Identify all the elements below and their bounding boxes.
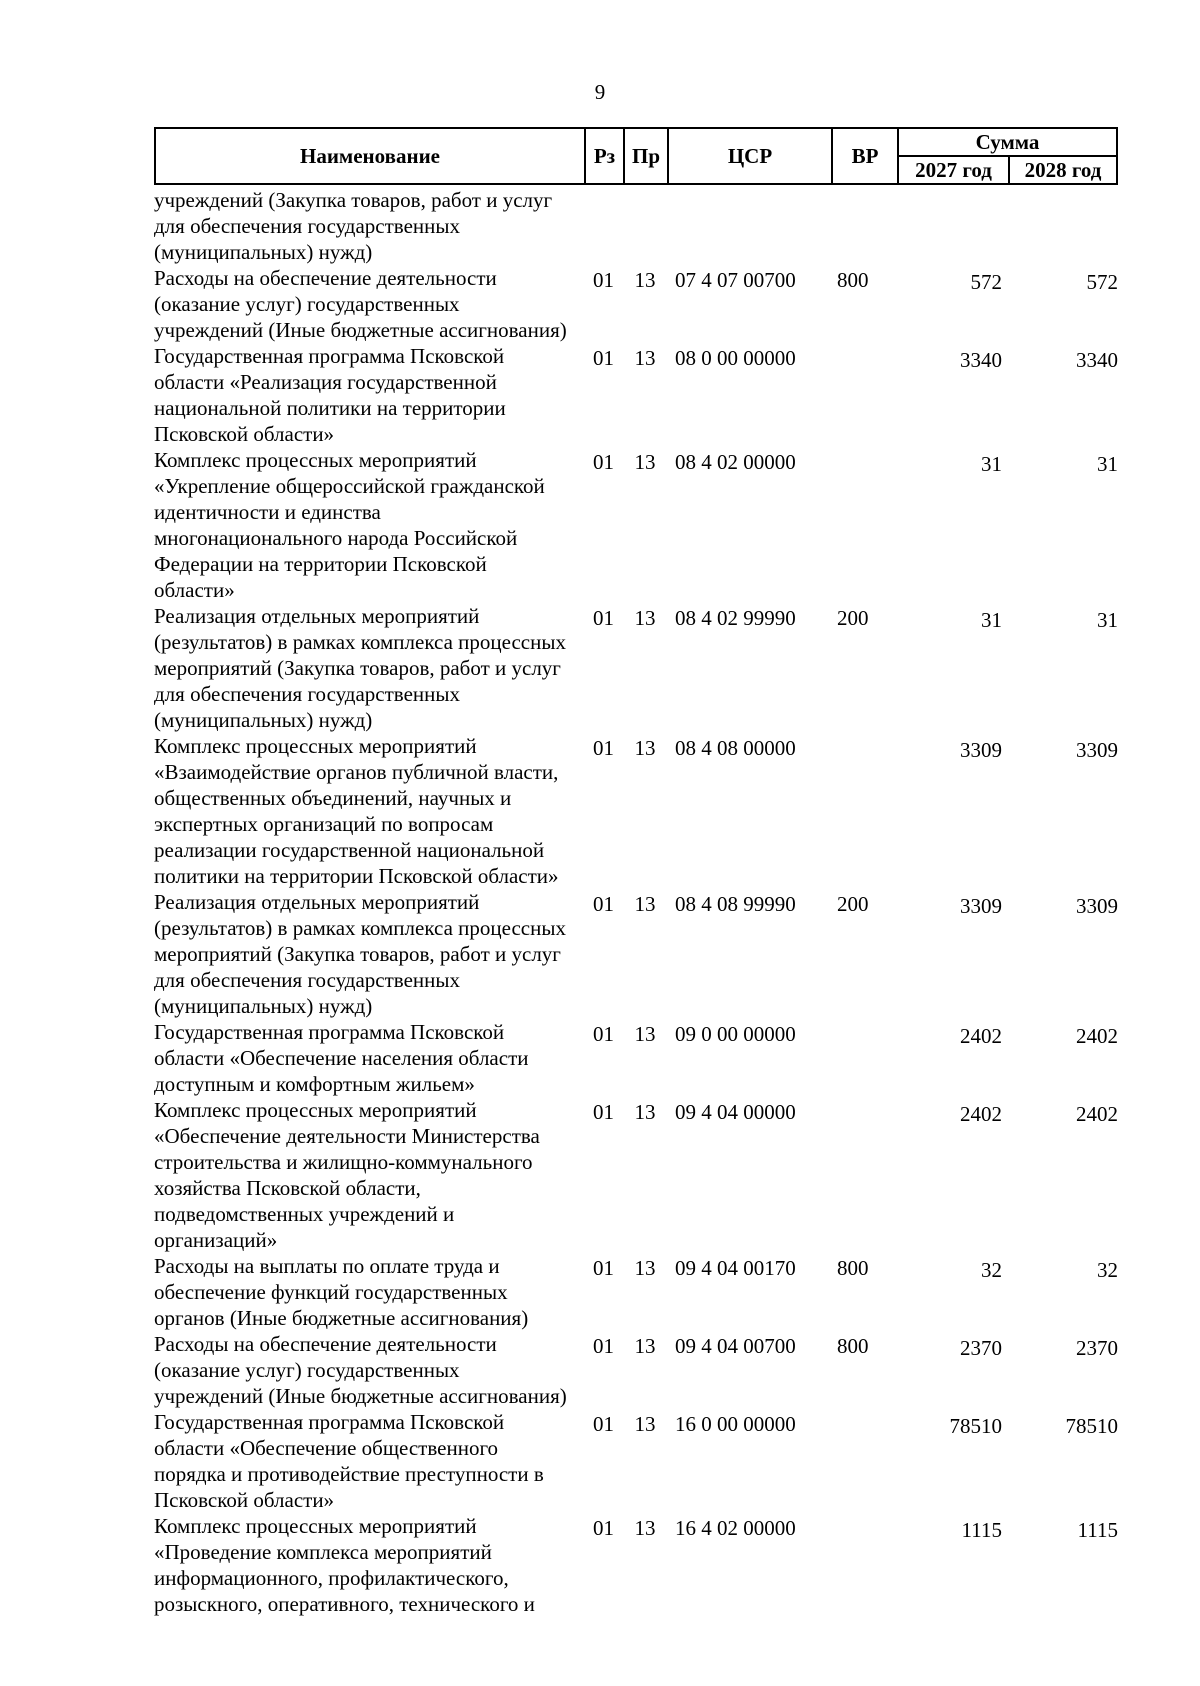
row-sum-2028-cell: 32 (1097, 1258, 1118, 1282)
row-csr-cell: 09 0 00 00000 (675, 1022, 796, 1046)
table-row (154, 1513, 1118, 1617)
table-row (154, 1019, 1118, 1097)
row-vr-cell (831, 447, 897, 603)
row-sum-2028-cell: 78510 (1065, 1414, 1118, 1438)
header-year-2027: 2027 год (899, 157, 1010, 183)
row-sum-2027-cell: 2402 (960, 1024, 1002, 1048)
header-vr: ВР (833, 129, 899, 183)
row-sum-2027-cell: 2402 (960, 1102, 1002, 1126)
header-csr: ЦСР (669, 129, 833, 183)
row-pr-cell: 13 (634, 606, 656, 630)
row-sum-2028-cell (1008, 187, 1118, 265)
row-rz-cell: 01 (593, 1412, 614, 1436)
row-sum-2028-cell: 572 (1086, 270, 1118, 294)
header-sum: Сумма (899, 129, 1116, 157)
row-sum-2027-cell (897, 187, 1008, 265)
row-sum-2028-cell: 3340 (1076, 348, 1118, 372)
row-csr-cell: 09 4 04 00170 (675, 1256, 796, 1280)
row-sum-2028-cell: 2370 (1076, 1336, 1118, 1360)
row-name-cell: Комплекс процессных мероприятий «Укрепление общероссийской гражданской идентичности и единства многонационального народа Российской Федерации на территории Псковской области» (154, 448, 545, 602)
table-row (154, 343, 1118, 447)
table-row (154, 603, 1118, 733)
row-vr-cell (831, 187, 897, 265)
table-row (154, 187, 1118, 265)
row-sum-2027-cell: 31 (981, 608, 1002, 632)
row-rz-cell: 01 (593, 346, 614, 370)
row-vr-cell: 800 (837, 268, 869, 292)
row-sum-2027-cell: 32 (981, 1258, 1002, 1282)
table-row (154, 447, 1118, 603)
table-header (154, 127, 1118, 185)
table-row (154, 1409, 1118, 1513)
row-vr-cell: 200 (837, 606, 869, 630)
row-name-cell: Комплекс процессных мероприятий «Взаимодействие органов публичной власти, общественных объединений, научных и экспертных организаций по вопросам реализации государственной национальной политики на территории Псковской области» (154, 734, 559, 888)
header-name: Наименование (156, 129, 586, 183)
row-sum-2027-cell: 572 (970, 270, 1002, 294)
row-csr-cell: 16 4 02 00000 (675, 1516, 796, 1540)
row-pr-cell: 13 (634, 346, 656, 370)
header-rz: Рз (586, 129, 625, 183)
row-name-cell: Государственная программа Псковской области «Обеспечение населения области доступным и комфортным жильем» (154, 1020, 529, 1096)
header-year-2028: 2028 год (1024, 157, 1102, 182)
row-vr-cell (831, 733, 897, 889)
table-row (154, 1253, 1118, 1331)
row-pr-cell: 13 (634, 1256, 656, 1280)
row-sum-2028-cell: 2402 (1076, 1102, 1118, 1126)
row-sum-2027-cell: 3309 (960, 738, 1002, 762)
row-sum-2028-cell: 31 (1097, 452, 1118, 476)
row-sum-2028-cell: 3309 (1076, 894, 1118, 918)
row-sum-2027-cell: 2370 (960, 1336, 1002, 1360)
row-pr-cell: 13 (634, 1516, 656, 1540)
row-pr-cell: 13 (634, 450, 656, 474)
row-rz-cell: 01 (593, 1256, 614, 1280)
row-sum-2027-cell: 78510 (949, 1414, 1002, 1438)
row-name-cell: учреждений (Закупка товаров, работ и услуг для обеспечения государственных (муниципальных) нужд) (154, 188, 553, 264)
row-vr-cell (831, 1513, 897, 1617)
budget-table (154, 127, 1118, 1617)
table-row (154, 733, 1118, 889)
row-pr-cell: 13 (634, 1022, 656, 1046)
table-row (154, 889, 1118, 1019)
row-rz-cell: 01 (593, 892, 614, 916)
row-rz-cell: 01 (593, 606, 614, 630)
header-sum-group (899, 129, 1116, 183)
row-csr-cell: 09 4 04 00700 (675, 1334, 796, 1358)
row-rz-cell (584, 187, 623, 265)
row-rz-cell: 01 (593, 1334, 614, 1358)
row-vr-cell (831, 1409, 897, 1513)
row-name-cell: Расходы на обеспечение деятельности (оказание услуг) государственных учреждений (Иные бюджетные ассигнования) (154, 1332, 567, 1408)
row-name-cell: Комплекс процессных мероприятий «Обеспечение деятельности Министерства строительства и жилищно-коммунального хозяйства Псковской области, подведомственных учреждений и организаций» (154, 1098, 540, 1252)
row-csr-cell: 08 4 08 00000 (675, 736, 796, 760)
row-vr-cell: 200 (837, 892, 869, 916)
row-rz-cell: 01 (593, 1100, 614, 1124)
row-csr-cell: 08 4 08 99990 (675, 892, 796, 916)
row-name-cell: Реализация отдельных мероприятий (результатов) в рамках комплекса процессных мероприятий (Закупка товаров, работ и услуг для обеспечения государственных (муниципальных) нужд) (154, 890, 566, 1018)
table-row (154, 1331, 1118, 1409)
row-sum-2028-cell: 31 (1097, 608, 1118, 632)
row-name-cell: Государственная программа Псковской области «Реализация государственной национальной политики на территории Псковской области» (154, 344, 506, 446)
row-name-cell: Комплекс процессных мероприятий «Проведение комплекса мероприятий информационного, профилактического, розыскного, оперативного, технического и (154, 1514, 535, 1616)
header-pr: Пр (625, 129, 669, 183)
row-pr-cell: 13 (634, 1334, 656, 1358)
row-pr-cell: 13 (634, 268, 656, 292)
row-rz-cell: 01 (593, 268, 614, 292)
row-csr-cell: 09 4 04 00000 (675, 1100, 796, 1124)
row-name-cell: Реализация отдельных мероприятий (результатов) в рамках комплекса процессных мероприятий (Закупка товаров, работ и услуг для обеспечения государственных (муниципальных) нужд) (154, 604, 566, 732)
row-csr-cell: 07 4 07 00700 (675, 268, 796, 292)
row-csr-cell: 16 0 00 00000 (675, 1412, 796, 1436)
row-name-cell: Расходы на выплаты по оплате труда и обеспечение функций государственных органов (Иные бюджетные ассигнования) (154, 1254, 529, 1330)
table-row (154, 1097, 1118, 1253)
row-vr-cell: 800 (837, 1334, 869, 1358)
row-csr-cell: 08 4 02 00000 (675, 450, 796, 474)
row-sum-2027-cell: 1115 (961, 1518, 1002, 1542)
row-rz-cell: 01 (593, 450, 614, 474)
row-name-cell: Государственная программа Псковской области «Обеспечение общественного порядка и противодействие преступности в Псковской области» (154, 1410, 544, 1512)
row-pr-cell: 13 (634, 1100, 656, 1124)
row-pr-cell (623, 187, 667, 265)
row-sum-2027-cell: 31 (981, 452, 1002, 476)
row-pr-cell: 13 (634, 892, 656, 916)
row-vr-cell (831, 343, 897, 447)
row-csr-cell: 08 4 02 99990 (675, 606, 796, 630)
row-sum-2028-cell: 1115 (1077, 1518, 1118, 1542)
page-number: 9 (594, 80, 606, 104)
row-sum-2027-cell: 3309 (960, 894, 1002, 918)
row-csr-cell (667, 187, 831, 265)
row-csr-cell: 08 0 00 00000 (675, 346, 796, 370)
row-rz-cell: 01 (593, 1516, 614, 1540)
row-rz-cell: 01 (593, 736, 614, 760)
row-pr-cell: 13 (634, 736, 656, 760)
row-vr-cell (831, 1097, 897, 1253)
row-pr-cell: 13 (634, 1412, 656, 1436)
row-vr-cell (831, 1019, 897, 1097)
row-rz-cell: 01 (593, 1022, 614, 1046)
table-body (154, 187, 1118, 1617)
table-row (154, 265, 1118, 343)
row-sum-2027-cell: 3340 (960, 348, 1002, 372)
row-name-cell: Расходы на обеспечение деятельности (оказание услуг) государственных учреждений (Иные бюджетные ассигнования) (154, 266, 567, 342)
row-sum-2028-cell: 2402 (1076, 1024, 1118, 1048)
row-vr-cell: 800 (837, 1256, 869, 1280)
row-sum-2028-cell: 3309 (1076, 738, 1118, 762)
